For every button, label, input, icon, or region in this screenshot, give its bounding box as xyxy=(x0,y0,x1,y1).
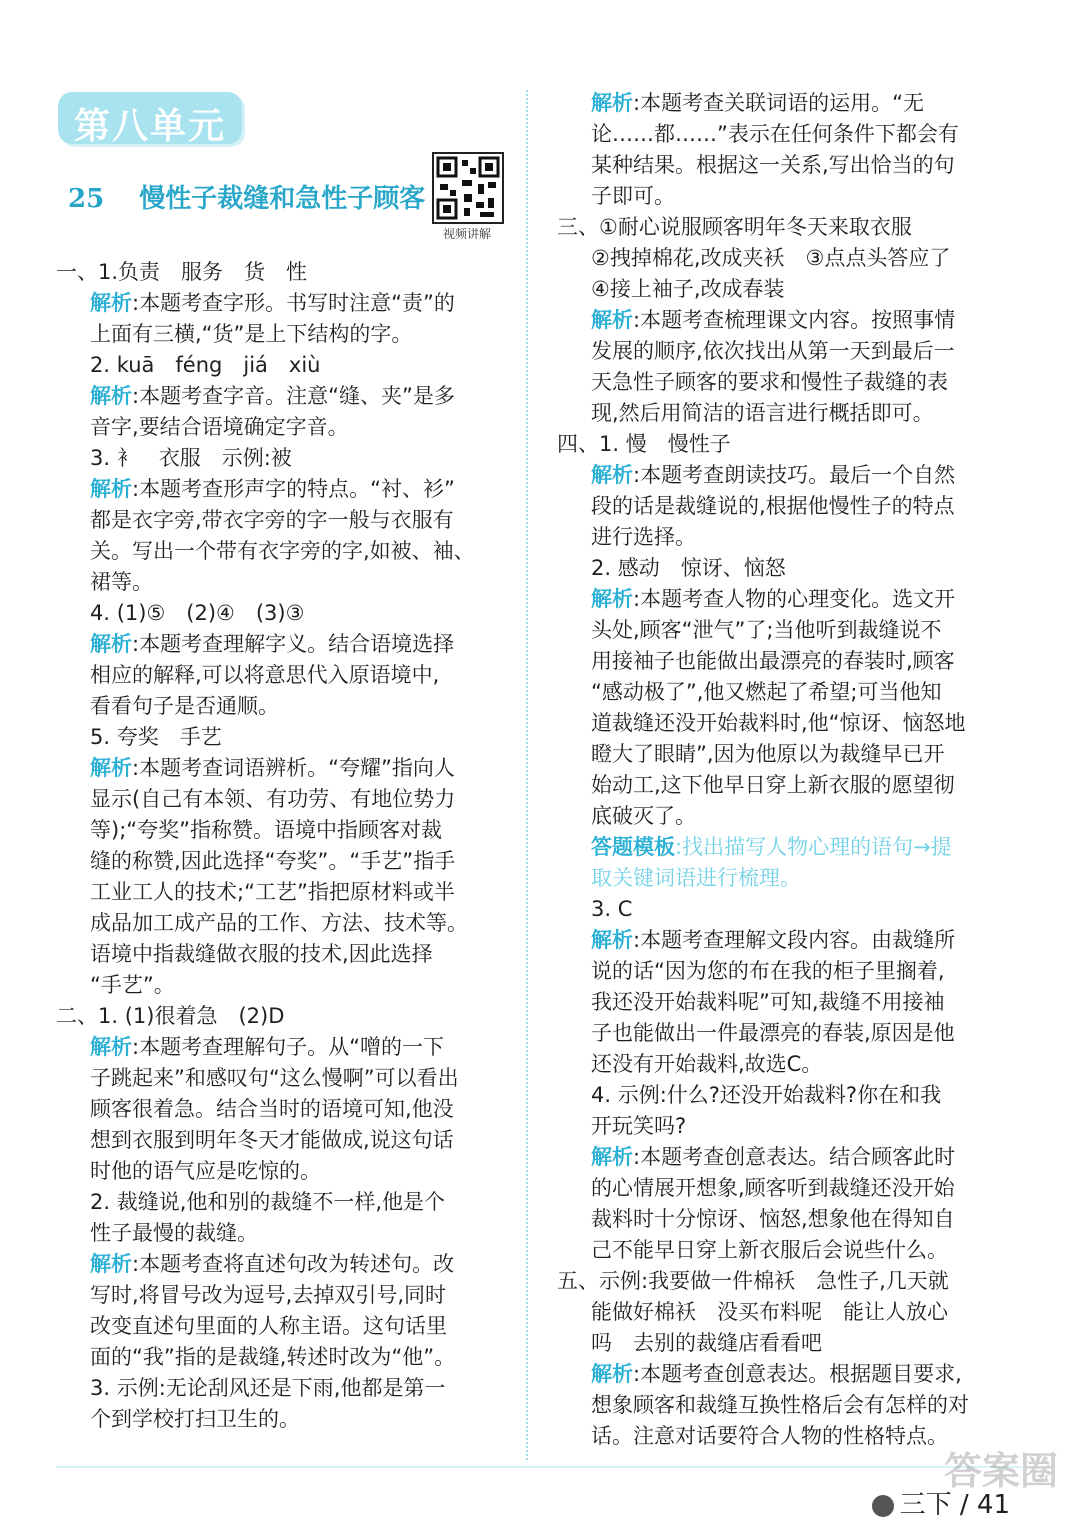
text-line: 等);“夸奖”指称赞。语境中指顾客对裁 xyxy=(90,818,443,842)
text-line: 用接袖子也能做出最漂亮的春装时,顾客 xyxy=(591,649,955,673)
text-line: 解析:本题考查人物的心理变化。选文开 xyxy=(591,587,956,611)
text-line: “手艺”。 xyxy=(90,973,175,997)
text-line: 解析:本题考查理解句子。从“噌的一下 xyxy=(90,1035,444,1059)
text-line: 3. C xyxy=(591,897,633,921)
text-line: 解析:本题考查创意表达。根据题目要求, xyxy=(591,1362,962,1386)
text-line: 音字,要结合语境确定字音。 xyxy=(90,415,349,439)
text-line: 解析:本题考查朗读技巧。最后一个自然 xyxy=(591,463,956,487)
page-number: 三下 / 41 xyxy=(899,1490,1010,1520)
text-line: 裙等。 xyxy=(90,570,153,594)
text-line: 都是衣字旁,带衣字旁的字一般与衣服有 xyxy=(90,508,454,532)
text-line: 显示(自己有本领、有功劳、有地位势力 xyxy=(90,787,456,811)
text-line: 的心情展开想象,顾客听到裁缝还没开始 xyxy=(591,1176,955,1200)
right-column xyxy=(557,88,1017,1452)
text-line: 3. 示例:无论刮风还是下雨,他都是第一 xyxy=(90,1376,446,1400)
text-line: 底破灭了。 xyxy=(591,804,696,828)
text-line: 子跳起来”和感叹句“这么慢啊”可以看出 xyxy=(90,1066,459,1090)
text-line: 改变直述句里面的人称主语。这句话里 xyxy=(90,1314,447,1338)
text-line: 现,然后用简洁的语言进行概括即可。 xyxy=(591,401,934,425)
text-line: 子也能做出一件最漂亮的春装,原因是他 xyxy=(591,1021,955,1045)
text-line: 解析:本题考查关联词语的运用。“无 xyxy=(591,91,924,115)
text-line: 四、1. 慢 慢性子 xyxy=(557,432,731,456)
text-line: 能做好棉袄 没买布料呢 能让人放心 xyxy=(591,1300,948,1324)
text-line: 解析:本题考查词语辨析。“夸耀”指向人 xyxy=(90,756,455,780)
text-line: 4. (1)⑤ (2)④ (3)③ xyxy=(90,601,305,625)
text-line: 2. kuā féng jiá xiù xyxy=(90,353,321,377)
text-line: 头处,顾客“泄气”了;当他听到裁缝说不 xyxy=(591,618,942,642)
text-line: 性子最慢的裁缝。 xyxy=(90,1221,258,1245)
text-line: 上面有三横,“货”是上下结构的字。 xyxy=(90,322,413,346)
qr-label: 视频讲解 xyxy=(442,227,491,241)
text-line: 写时,将冒号改为逗号,去掉双引号,同时 xyxy=(90,1283,447,1307)
unit-title: 第八单元 xyxy=(73,106,226,147)
text-line: 二、1. (1)很着急 (2)D xyxy=(56,1004,285,1028)
text-line: 缝的称赞,因此选择“夸奖”。“手艺”指手 xyxy=(90,849,456,873)
text-line: 论……都……”表示在任何条件下都会有 xyxy=(591,122,959,146)
text-line: 发展的顺序,依次找出从第一天到最后一 xyxy=(591,339,955,363)
text-line: 吗 去别的裁缝店看看吧 xyxy=(591,1331,822,1355)
text-line: 答题模板:找出描写人物心理的语句→提 xyxy=(591,835,952,859)
text-line: 解析:本题考查创意表达。结合顾客此时 xyxy=(591,1145,956,1169)
qr-code-icon[interactable] xyxy=(432,152,504,224)
text-line: 解析:本题考查字形。书写时注意“责”的 xyxy=(90,291,455,315)
text-line: 开玩笑吗? xyxy=(591,1114,687,1138)
text-line: 取关键词语进行梳理。 xyxy=(591,866,801,890)
text-line: 己不能早日穿上新衣服后会说些什么。 xyxy=(591,1238,948,1262)
text-line: ④接上袖子,改成春装 xyxy=(591,277,785,301)
text-line: 解析:本题考查形声字的特点。“衬、衫” xyxy=(90,477,455,501)
text-line: 语境中指裁缝做衣服的技术,因此选择 xyxy=(90,942,433,966)
text-line: 个到学校打扫卫生的。 xyxy=(90,1407,300,1431)
text-line: 还没有开始裁料,故选C。 xyxy=(591,1052,823,1076)
text-line: 一、1.负责 服务 货 性 xyxy=(56,260,308,284)
text-line: 工业工人的技术;“工艺”指把原材料或半 xyxy=(90,880,455,904)
text-line: 话。注意对话要符合人物的性格特点。 xyxy=(591,1424,948,1448)
text-line: 时他的语气应是吃惊的。 xyxy=(90,1159,321,1183)
grade-badge-icon xyxy=(872,1495,894,1517)
text-line: 解析:本题考查将直述句改为转述句。改 xyxy=(90,1252,455,1276)
lesson-title: 慢性子裁缝和急性子顾客 xyxy=(139,184,426,214)
text-line: 顾客很着急。结合当时的语境可知,他没 xyxy=(90,1097,454,1121)
lesson-heading xyxy=(68,178,425,218)
text-line: 五、示例:我要做一件棉袄 急性子,几天就 xyxy=(557,1269,949,1293)
text-line: 三、①耐心说服顾客明年冬天来取衣服 xyxy=(557,215,912,239)
text-line: “感动极了”,他又燃起了希望;可当他知 xyxy=(591,680,942,704)
text-line: 天急性子顾客的要求和慢性子裁缝的表 xyxy=(591,370,948,394)
text-line: 进行选择。 xyxy=(591,525,696,549)
text-line: 相应的解释,可以将意思代入原语境中, xyxy=(90,663,440,687)
text-line: 2. 裁缝说,他和别的裁缝不一样,他是个 xyxy=(90,1190,446,1214)
lesson-number: 25 xyxy=(68,184,105,214)
text-line: 成品加工成产品的工作、方法、技术等。 xyxy=(90,911,468,935)
text-line: ②拽掉棉花,改成夹袄 ③点点头答应了 xyxy=(591,246,951,270)
text-line: 想到衣服到明年冬天才能做成,说这句话 xyxy=(90,1128,454,1152)
text-line: 子即可。 xyxy=(591,184,675,208)
text-line: 始动工,这下他早日穿上新衣服的愿望彻 xyxy=(591,773,955,797)
text-line: 2. 感动 惊讶、恼怒 xyxy=(591,556,786,580)
text-line: 裁料时十分惊讶、恼怒,想象他在得知自 xyxy=(591,1207,955,1231)
unit-tag xyxy=(58,92,242,147)
watermark: 答案圈 xyxy=(943,1449,1058,1493)
column-divider xyxy=(526,90,528,1460)
text-line: 说的话“因为您的布在我的柜子里搁着, xyxy=(591,959,945,983)
text-line: 某种结果。根据这一关系,写出恰当的句 xyxy=(591,153,955,177)
text-line: 关。写出一个带有衣字旁的字,如被、袖、 xyxy=(90,539,475,563)
text-line: 面的“我”指的是裁缝,转述时改为“他”。 xyxy=(90,1345,456,1369)
text-line: 5. 夸奖 手艺 xyxy=(90,725,222,749)
text-line: 段的话是裁缝说的,根据他慢性子的特点 xyxy=(591,494,955,518)
text-line: 看看句子是否通顺。 xyxy=(90,694,279,718)
text-line: 瞪大了眼睛”,因为他原以为裁缝早已开 xyxy=(591,742,945,766)
text-line: 解析:本题考查字音。注意“缝、夹”是多 xyxy=(90,384,455,408)
text-line: 3. 衤 衣服 示例:被 xyxy=(90,446,292,470)
text-line: 道裁缝还没开始裁料时,他“惊讶、恼怒地 xyxy=(591,711,966,735)
text-line: 4. 示例:什么?还没开始裁料?你在和我 xyxy=(591,1083,942,1107)
text-line: 我还没开始裁料呢”可知,裁缝不用接袖 xyxy=(591,990,945,1014)
bottom-rule xyxy=(56,1466,1022,1468)
left-column xyxy=(56,257,516,1435)
text-line: 解析:本题考查理解文段内容。由裁缝所 xyxy=(591,928,956,952)
text-line: 解析:本题考查理解字义。结合语境选择 xyxy=(90,632,455,656)
text-line: 想象顾客和裁缝互换性格后会有怎样的对 xyxy=(591,1393,969,1417)
text-line: 解析:本题考查梳理课文内容。按照事情 xyxy=(591,308,956,332)
